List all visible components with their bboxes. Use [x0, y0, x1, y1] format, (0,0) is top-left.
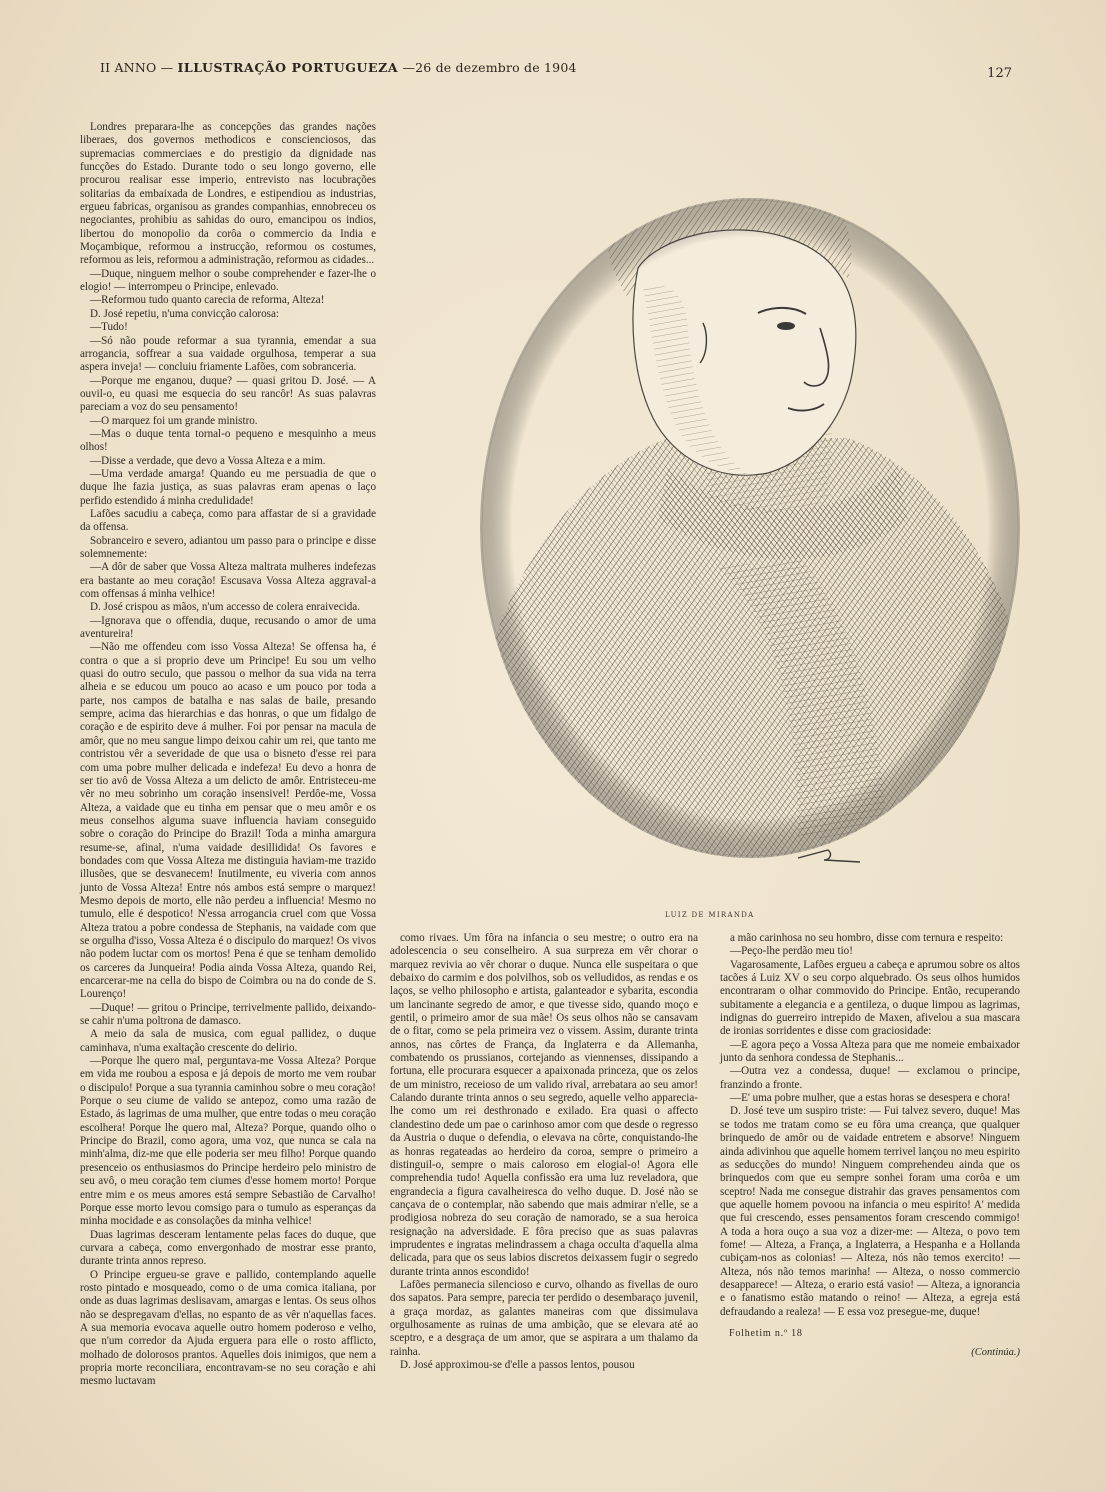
paragraph: a mão carinhosa no seu hombro, disse com ternura e respeito:	[729, 932, 1004, 944]
page-header	[100, 60, 577, 75]
header-year: II ANNO —	[100, 60, 174, 75]
paragraph: —E agora peço a Vossa Alteza para que me nomeie embaixador junto da senhora condessa de Stephanis...	[720, 1038, 1020, 1065]
paragraph: —Só não poude reformar a sua tyrannia, emendar a sua arrogancia, soffrear a sua vaidade orgulhosa, temperar a sua aspera inveja! — concluiu friamente Lafões, com sobranceria.	[80, 334, 376, 374]
paragraph: Lafões permanecia silencioso e curvo, olhando as fivellas de ouro dos sapatos. Para sempre, parecia ter perdido o desembaraço juvenil, a graça mordaz, as galantes maneiras com que dissimulava orgulhosamente as ruinas de uma ambição, que se elevara até ao sceptro, e a desgraça de um amor, que se aspirara a um thalamo da rainha.	[390, 1278, 698, 1358]
column-3-body	[720, 932, 1020, 1319]
header-date: —26 de dezembro de 1904	[402, 60, 577, 75]
paragraph: —Duque, ninguem melhor o soube comprehender e fazer-lhe o elogio! — interrompeu o Principe, enlevado.	[80, 267, 376, 294]
paragraph: D. José teve um suspiro triste: — Fui talvez severo, duque! Mas se todos me tratam como se eu fôra uma creança, que qualquer brinquedo de amôr ou de vaidade entretem e absorve! Ninguem ainda adivinhou que aquelle homem terrivel lançou no meu espirito as seducções do mundo! Ninguem comprehendeu ainda que os brinquedos com que eu sempre sonhei foram uma corôa e um sceptro! Nada me consegue distrahir das graves pensamentos com que aquelle homem povoou na infancia o meu espirito! A' medida que fui crescendo, esses pensamentos foram crescendo commigo! A toda a hora ouço a sua voz a dizer-me: — Alteza, o povo tem fome! — Alteza, a França, a Inglaterra, a Hespanha e a Hollanda cubiçam-nos as colonias! — Alteza, nós não temos exercito! — Alteza, nós não temos marinha! — Alteza, o nosso commercio desapparece! — Alteza, o erario está vasio! — Alteza, a ignorancia e o fanatismo estão matando o reino! — Alteza, a egreja está defraudando a realeza! — E essa voz presegue-me, duque!	[720, 1105, 1020, 1318]
paragraph: —Porque me enganou, duque? — quasi gritou D. José. — A ouvil-o, eu quasi me esquecia do seu rancôr! As suas palavras pareciam a voz do seu pensamento!	[80, 374, 376, 414]
paragraph: Vagarosamente, Lafões ergueu a cabeça e aprumou sobre os altos tacões á Luiz XV o seu corpo alquebrado. Os seus olhos humidos encontraram o olhar commovido do Principe. Então, recuperando subitamente a elegancia e a gentileza, o duque limpou as lagrimas, indignas do guerreiro intrepido de Maxen, afivelou a sua mascara de ironias sorridentes e disse com graciosidade:	[720, 958, 1020, 1038]
paragraph: D. José approximou-se d'elle a passos lentos, pousou	[399, 1359, 635, 1371]
paragraph: —Não me offendeu com isso Vossa Alteza! Se offensa ha, é contra o que a si proprio deve um Principe! Eu sou um velho quasi do outro seculo, que passou o melhor da sua vida na terra alheia e se educou um pouco ao acaso e um pouco por toda a parte, nos campos de batalha e nas salas de baile, presando sempre, acima das hierarchias e das honras, o que um fidalgo de coração e de espirito deve á mulher. Foi por pensar na macula de amôr, que no meu sangue limpo deixou cahir um rei, que tanto me contristou vêr a severidade de que usa o bisneto d'esse rei para com uma pobre mulher delicada e indefeza! Eu devo a honra de ser tio avô de Vossa Alteza a um delicto de amôr. Entristeceu-me vêr no meu sobrinho um coração insensivel! Perdôe-me, Vossa Alteza, a vaidade que eu tinha em pensar que o meu amôr e os meus conselhos alguma suave influencia haviam conseguido sobre o coração do Principe do Brazil! Toda a minha amargura resume-se, afinal, n'uma vaidade desillidida! Os favores e bondades com que Vossa Alteza me distinguia haviam-me trazido illusões, que se desvanecem! Inutilmente, eu viveria com annos junto de Vossa Alteza! Entre nós ambos está sempre o marquez! Mesmo depois de morto, elle não perdeu a influencia! Mesmo no tumulo, elle é despotico! N'essa arrogancia cruel com que Vossa Alteza tratou a pobre condessa de Stephanis, na vaidade com que se orgulha d'isso, Vossa Alteza é o discipulo do marquez! Os vivos não podem luctar com os mortos! Pena é que se tenham demolido os carceres da Junqueira! Podia ainda Vossa Alteza, quando Rei, encarcerar-me na cella do bispo de Coimbra ou na do conde de S. Lourenço!	[80, 641, 376, 1001]
paragraph: —Reformou tudo quanto carecia de reforma, Alteza!	[89, 294, 325, 307]
paragraph: A meio da sala de musica, com egual pallidez, o duque caminhava, n'uma exaltação crescente do delirio.	[80, 1028, 376, 1054]
portrait-caption: LUIZ DE MIRANDA	[665, 911, 755, 919]
page-number: 127	[987, 66, 1012, 81]
paragraph: —Mas o duque tenta tornal-o pequeno e mesquinho a meus olhos!	[80, 427, 376, 454]
paragraph: —Duque! — gritou o Principe, terrivelmente pallido, deixando-se cahir n'uma poltrona de damasco.	[80, 1001, 376, 1028]
paragraph: Londres preparara-lhe as concepções das grandes nações liberaes, dos governos methodicos e conscienciosos, das supremacias commerciaes e do prestigio da dignidade nas funcções do Estado. Durante todo o seu longo governo, elle procurou realisar esse imperio, entrevisto nas locubrações solitarias da embaixada de Londres, e estipendiou as industrias, ergueu fabricas, organisou as grandes companhias, ennobreceu os negociantes, prohibiu as sahidas do ouro, emancipou os indios, libertou do monopolio da corôa o commercio da India e Moçambique, reformou a instrucção, reformou os costumes, reformou as leis, reformou a administração, reformou as cidades...	[80, 121, 376, 267]
journal-title: ILLUSTRAÇÃO PORTUGUEZA	[177, 60, 399, 75]
continua-note: (Continúa.)	[971, 1347, 1020, 1359]
paragraph: —Ignorava que o offendia, duque, recusando o amor de uma aventureira!	[80, 614, 376, 641]
folhetim-number: Folhetim n.º 18	[729, 1327, 803, 1339]
portrait-engraving	[468, 138, 1032, 898]
paragraph: —A dôr de saber que Vossa Alteza maltrata mulheres indefezas era bastante ao meu coração! Escusava Vossa Alteza aggraval-a com offensas á minha velhice!	[80, 561, 376, 601]
paragraph: —E' uma pobre mulher, que a estas horas se desespera e chora!	[729, 1092, 1011, 1105]
paragraph: Duas lagrimas desceram lentamente pelas faces do duque, que curvara a cabeça, como envergonhado de mostrar esse pranto, durante trinta annos represo.	[80, 1228, 376, 1268]
paragraph: —Peço-lhe perdão meu tio!	[729, 945, 853, 958]
paragraph: como rivaes. Um fôra na infancia o seu mestre; o outro era na adolescencia o seu conselheiro. A sua surpreza em vêr chorar o marquez revivia ao vêr chorar o duque. Nunca elle suspeitara o que debaixo do carmim e dos polvilhos, sob os velludidos, as rendas e os laços, se velho philosopho e artista, galanteador e sybarita, escondia um lancinante segredo de amor, e que tivesse sido, quando moço e gentil, o primeiro amor de sua mãe! Os seus olhos não se cansavam de o fitar, como se pela primeira vez o vissem. Assim, durante trinta annos, nas côrtes de França, da Inglaterra e da Allemanha, combatendo os prussianos, cortejando as viennenses, dissipando a fortuna, elle procurara esquecer a apaixonada princeza, que os zelos de um ministro, receioso de um valido rival, arrebatara ao seu amor! Calando durante trinta annos o seu segredo, aquelle velho apparecia-lhe como um rei desthronado e exilado. Era quasi o affecto clandestino dede um pae o carinhoso amor com que desde o regresso da Austria o duque o defendia, o elevava na côrte, conquistando-lhe as honras regateadas ao herdeiro da coroa, sempre o primeiro a distinguil-o, sempre o mais caloroso em elogial-o! Agora elle comprehendia tudo! Aquella confissão era uma luz reveladora, que engrandecia a figura cavalheiresca do velho duque. D. José não se cançava de o contemplar, não sabendo que mais admirar n'elle, se a prodigiosa nobreza do seu coração de namorado, se a sua heroica resignação na adversidade. E fôra preciso que as suas palavras imprudentes e ingratas melindrassem a chaga occulta d'aquella alma delicada, para que os seus labios discretos deixassem fugir o segredo durante trinta annos escondido!	[390, 932, 698, 1278]
paragraph: —Porque lhe quero mal, perguntava-me Vossa Alteza? Porque em vida me roubou a esposa e já depois de morto me vem roubar o discipulo! Porque a sua tyrannia caminhou sobre o meu coração! Porque o seu ciume de valido se antepoz, como uma razão de Estado, ás lagrimas de uma mulher, que entre todas o meu coração escolhera! Porque lhe quero mal, Alteza? Porque, quando olho o Principe do Brazil, como agora, uma voz, que nunca se cala na minh'alma, diz-me que elle poderia ser meu filho! Porque quando presenceio os enthusiasmos do Principe herdeiro pelo ministro de seu avô, o meu coração tem ciumes d'esse homem morto! Porque entre mim e os meus amores está sempre Sebastião de Carvalho! Porque esse morto levou comsigo para o tumulo as esperanças da minha mocidade e as consolações da minha velhice!	[80, 1055, 376, 1228]
paragraph: —Outra vez a condessa, duque! — exclamou o principe, franzindo a fronte.	[720, 1065, 1020, 1091]
paragraph: O Principe ergueu-se grave e pallido, contemplando aquelle rosto pintado e mosqueado, como o de uma comica italiana, por onde as duas lagrimas deslisavam, amargas e lentas. Os seus olhos não se despregavam d'ellas, no espanto de as vêr n'aquellas faces. A sua memoria evocava aquelle outro homem poderoso e velho, que n'um corredor da Ajuda erguera para elle o rosto afflicto, molhado de dolorosos prantos. Aquelles dois inimigos, que nem a propria morte reconciliara, encontravam-se no seu coração e ahi mesmo luctavam	[80, 1268, 376, 1388]
paragraph: D. José repetiu, n'uma convicção calorosa:	[89, 307, 279, 320]
paragraph: —O marquez foi um grande ministro.	[89, 414, 258, 427]
paragraph: —Disse a verdade, que devo a Vossa Alteza e a mim.	[89, 454, 326, 467]
paragraph: Lafões sacudiu a cabeça, como para affastar de si a gravidade da offensa.	[80, 507, 376, 534]
paragraph: D. José crispou as mãos, n'um accesso de colera enraivecida.	[89, 601, 360, 614]
text-column-1	[80, 121, 376, 1389]
artist-signature	[798, 850, 860, 862]
paragraph: Sobranceiro e severo, adiantou um passo para o principe e disse solemnemente:	[80, 534, 376, 560]
text-column-2	[390, 932, 698, 1372]
paragraph: —Tudo!	[89, 321, 128, 334]
paragraph: —Uma verdade amarga! Quando eu me persuadia de que o duque lhe fazia justiça, as suas palavras eram apenas o laço perfido estendido á minha credulidade!	[80, 467, 376, 507]
text-column-3	[720, 932, 1020, 1360]
